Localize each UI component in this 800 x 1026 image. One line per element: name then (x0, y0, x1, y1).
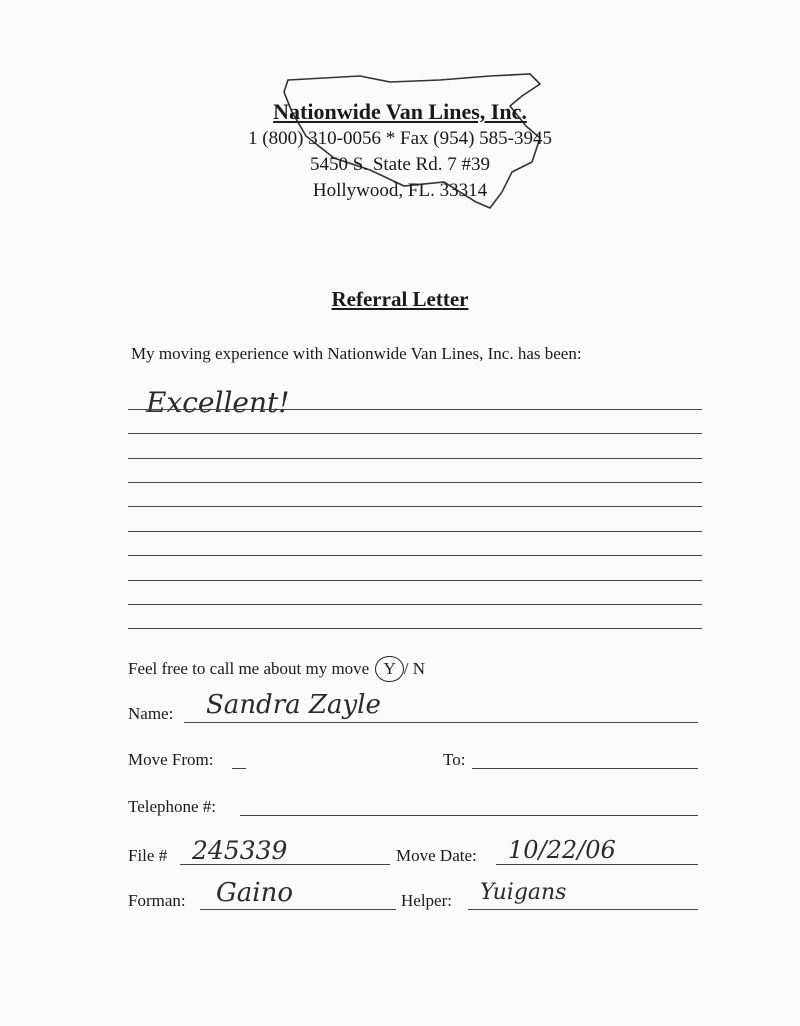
forman-field-line (200, 909, 396, 910)
street-address: 5450 S. State Rd. 7 #39 (310, 154, 490, 175)
writing-line (128, 531, 702, 532)
writing-line (128, 555, 702, 556)
call-question: Feel free to call me about my move (128, 659, 370, 678)
letterhead (0, 98, 800, 204)
call-yes-label: Y (383, 659, 396, 678)
writing-line (128, 506, 702, 507)
company-name: Nationwide Van Lines, Inc. (273, 99, 527, 124)
writing-line (128, 604, 702, 605)
call-yes-option[interactable] (375, 656, 403, 682)
move-date-value[interactable]: 10/22/06 (508, 836, 616, 864)
writing-line (128, 580, 702, 581)
writing-line (128, 482, 702, 483)
move-from-field-line (232, 768, 246, 769)
telephone-field-line[interactable] (240, 815, 698, 816)
writing-line (128, 433, 702, 434)
helper-field-line (468, 909, 698, 910)
move-from-label: Move From: (128, 750, 214, 769)
forman-value[interactable]: Gaino (216, 878, 293, 908)
name-value[interactable]: Sandra Zayle (206, 690, 381, 720)
to-label: To: (443, 750, 466, 769)
city-state-zip: Hollywood, FL. 33314 (312, 180, 488, 201)
to-field-line[interactable] (472, 768, 698, 769)
call-separator: / (403, 659, 409, 678)
helper-label: Helper: (401, 891, 452, 910)
forman-label: Forman: (128, 891, 186, 910)
experience-prompt: My moving experience with Nationwide Van Lines, Inc. has been: (131, 344, 582, 363)
telephone-label: Telephone #: (128, 797, 217, 816)
call-no-option[interactable]: N (412, 659, 426, 678)
writing-line (128, 458, 702, 459)
move-date-label: Move Date: (396, 846, 477, 865)
page-title: Referral Letter (331, 287, 469, 311)
phone-fax-line: 1 (800) 310-0056 * Fax (954) 585-3945 (248, 128, 552, 149)
call-question-row (128, 656, 425, 682)
helper-value[interactable]: Yuigans (480, 880, 567, 905)
file-number-value[interactable]: 245339 (192, 836, 288, 865)
move-date-field-line (496, 864, 698, 865)
name-label: Name: (128, 704, 174, 723)
writing-line (128, 409, 702, 410)
file-number-label: File # (128, 846, 168, 865)
writing-line (128, 628, 702, 629)
experience-answer: Excellent! (146, 386, 290, 419)
name-field-line (184, 722, 698, 723)
